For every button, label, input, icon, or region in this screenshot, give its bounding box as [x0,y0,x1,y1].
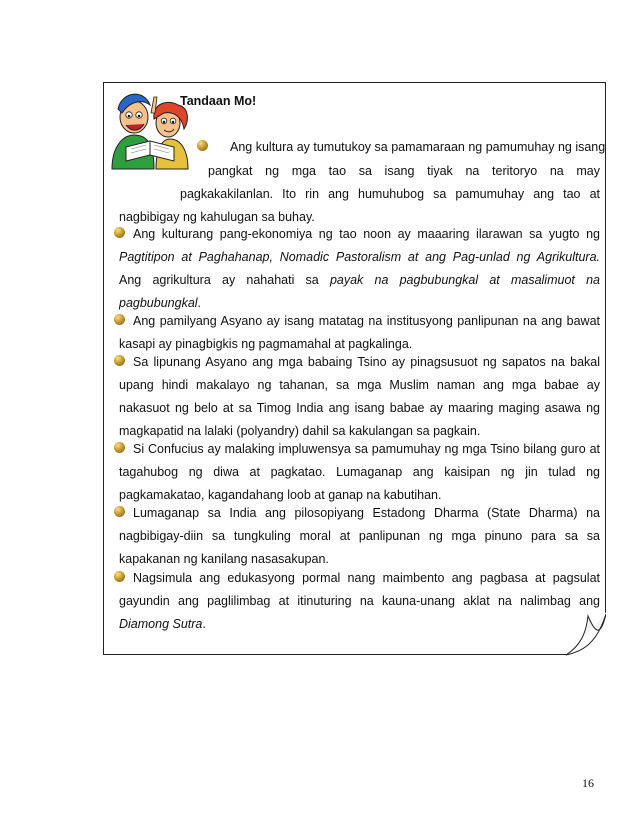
bullet-icon [114,506,125,517]
paragraph-1-line-4: nagbibigay ng kahulugan sa buhay. [119,210,315,224]
paragraph-3-line-1: Ang pamilyang Asyano ay isang matatag na institusyong panlipunan na ang bawat [133,314,600,328]
page-curl-icon [566,612,606,656]
paragraph-2-line-4: pagbubungkal. [119,296,202,310]
bullet-icon [114,227,125,238]
box-title: Tandaan Mo! [180,94,257,108]
paragraph-2-line-1: Ang kulturang pang-ekonomiya ng tao noon ay maaaring ilarawan sa yugto ng [133,227,600,241]
paragraph-3-line-2: kasapi ay pinagbigkis ng pagmamahal at pagkalinga. [119,337,413,351]
paragraph-1-line-3: pagkakakilanlan. Ito rin ang humuhubog sa pamumuhay ang tao at [180,187,600,201]
paragraph-5-line-3: pagkamakatao, kagandahang loob at ganap na kabutihan. [119,488,442,502]
bullet-icon [114,442,125,453]
paragraph-4-line-4: magkapatid na lalaki (polyandry) dahil sa kakulangan sa pagkain. [119,424,481,438]
paragraph-4-line-1: Sa lipunang Asyano ang mga babaing Tsino ay pinagsusuot ng sapatos na bakal [133,355,600,369]
bullet-icon [114,571,125,582]
paragraph-1-line-1: Ang kultura ay tumutukoy sa pamamaraan ng pamumuhay ng isang [230,140,606,154]
paragraph-1-line-2: pangkat ng mga tao sa isang tiyak na teritoryo na may [208,164,600,178]
paragraph-2-line-3: Ang agrikultura ay nahahati sa payak na pagbubungkal at masalimuot na [119,273,600,287]
paragraph-7-line-3: Diamong Sutra. [119,617,206,631]
paragraph-4-line-2: upang hindi makalayo ng tahanan, sa mga Muslim naman ang mga babae ay [119,378,600,392]
paragraph-6-line-3: kapakanan ng kanilang nasasakupan. [119,552,329,566]
paragraph-6-line-1: Lumaganap sa India ang pilosopiyang Estadong Dharma (State Dharma) na [133,506,600,520]
paragraph-7-line-2: gayundin ang paglilimbag at itinuturing na kauna-unang aklat na nalimbag ang [119,594,600,608]
paragraph-7-line-1: Nagsimula ang edukasyong pormal nang maimbento ang pagbasa at pagsulat [133,571,600,585]
bullet-icon [114,355,125,366]
paragraph-6-line-2: nagbibigay-diin sa tungkuling moral at panlipunan ng mga pinuno para sa sa [119,529,600,543]
paragraph-4-line-3: nakasuot ng belo at sa Timog India ang isang babae ay maaring maging asawa ng [119,401,600,415]
bullet-icon [114,314,125,325]
paragraph-2-line-2: Pagtitipon at Paghahanap, Nomadic Pastoralism at ang Pag-unlad ng Agrikultura. [119,250,600,264]
paragraph-5-line-1: Si Confucius ay malaking impluwensya sa pamumuhay ng mga Tsino bilang guro at [133,442,600,456]
bullet-icon [197,140,208,151]
page-number: 16 [582,776,594,790]
paragraph-5-line-2: tagahubog ng diwa at pagkatao. Lumaganap ang kaisipan ng jin tulad ng [119,465,600,479]
